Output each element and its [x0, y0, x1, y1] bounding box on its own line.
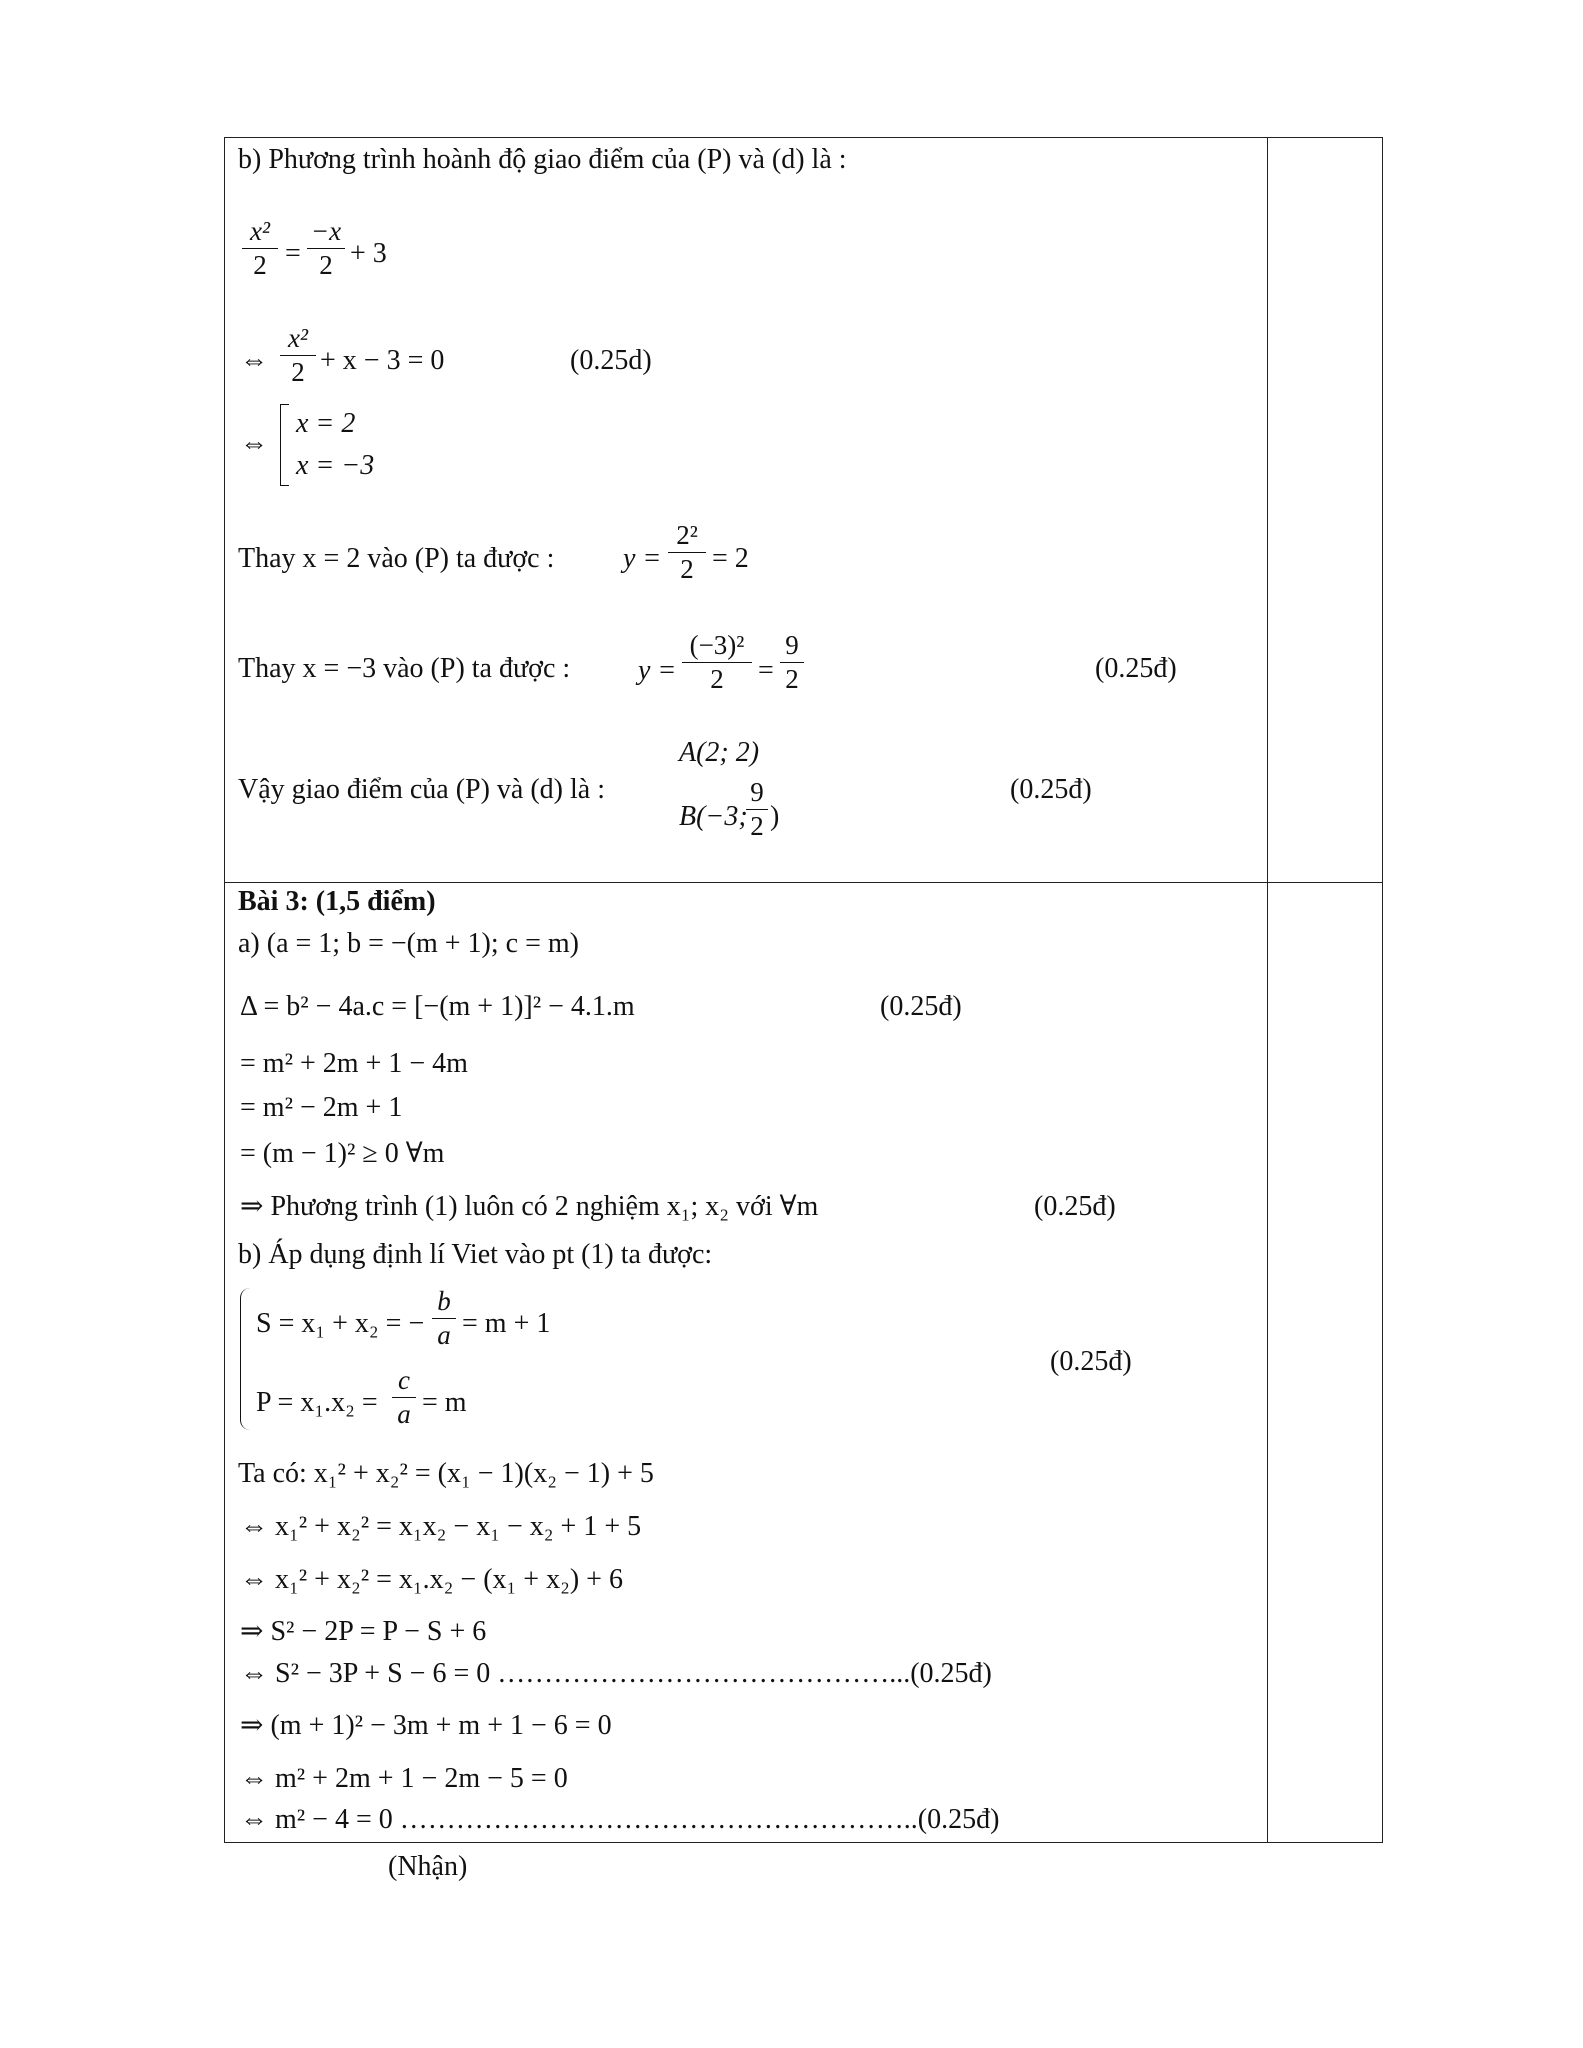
fraction: x² 2 — [280, 325, 316, 386]
iff-symbol: ⇔ — [240, 428, 268, 459]
point-a: A(2; 2) — [679, 737, 760, 768]
part-a-coefficients: a) (a = 1; b = −(m + 1); c = m) — [238, 928, 579, 959]
table-left-border — [224, 137, 225, 1843]
math-line: ⇒ Phương trình (1) luôn có 2 nghiệm x₁; x₂ với ∀m — [240, 1191, 819, 1222]
table-bottom-border — [224, 1842, 1382, 1843]
problem-heading: Bài 3: (1,5 điểm) — [238, 886, 436, 917]
fraction: 2² 2 — [668, 522, 706, 583]
section-heading: b) Phương trình hoành độ giao điểm của (P) và (d) là : — [238, 144, 847, 175]
math-line: = (m − 1)² ≥ 0 ∀m — [240, 1138, 445, 1169]
fraction: 9 2 — [746, 779, 768, 840]
score-label: (0.25đ) — [1034, 1191, 1116, 1222]
y-equals: y = — [623, 543, 662, 574]
table-right-border — [1382, 137, 1383, 1843]
table-top-border — [224, 137, 1382, 138]
score-label: (0.25đ) — [1095, 653, 1177, 684]
score-label: (0.25đ) — [880, 991, 962, 1022]
paren: ) — [770, 801, 780, 832]
part-b-text: b) Áp dụng định lí Viet vào pt (1) ta được: — [238, 1239, 713, 1270]
viet-sum: S = x₁ + x₂ = − — [256, 1308, 425, 1339]
score-label: (0.25đ) — [1050, 1346, 1132, 1377]
delta-formula: Δ = b² − 4a.c = [−(m + 1)]² − 4.1.m — [240, 991, 635, 1022]
math-line: = m² + 2m + 1 − 4m — [240, 1048, 468, 1079]
math-line: Ta có: x₁² + x₂² = (x₁ − 1)(x₂ − 1) + 5 — [238, 1458, 654, 1489]
table-column-divider — [1267, 137, 1268, 1843]
fraction: c a — [392, 1367, 416, 1428]
iff-symbol: ⇔ — [240, 345, 268, 376]
equation-tail: + x − 3 = 0 — [320, 345, 445, 376]
fraction: x² 2 — [242, 218, 278, 279]
viet-product: P = x₁.x₂ = — [256, 1387, 378, 1418]
result: = 2 — [712, 543, 749, 574]
math-line: ⇔ S² − 3P + S − 6 = 0 ……………………………………...(0.25đ) — [240, 1658, 992, 1689]
score-label: (0.25đ) — [1010, 774, 1092, 805]
viet-sum-result: = m + 1 — [462, 1308, 551, 1339]
math-line: ⇒ S² − 2P = P − S + 6 — [240, 1616, 487, 1647]
case-line: x = 2 — [296, 408, 356, 439]
equation-tail: + 3 — [350, 238, 387, 269]
equals-sign: = — [285, 238, 301, 269]
math-line: ⇔ x₁² + x₂² = x₁.x₂ − (x₁ + x₂) + 6 — [240, 1564, 623, 1595]
substitution-text: Thay x = −3 vào (P) ta được : — [238, 653, 571, 684]
score-label: (0.25d) — [570, 345, 652, 376]
substitution-text: Thay x = 2 vào (P) ta được : — [238, 543, 555, 574]
y-equals: y = — [638, 655, 677, 686]
equals-sign: = — [758, 655, 774, 686]
math-line: ⇔ x₁² + x₂² = x₁x₂ − x₁ − x₂ + 1 + 5 — [240, 1511, 642, 1542]
fraction: −x 2 — [307, 218, 345, 279]
math-line: ⇔ m² − 4 = 0 ………………………………………………..(0.25đ) — [240, 1804, 1000, 1835]
fraction: (−3)² 2 — [682, 632, 752, 693]
math-line: ⇔ m² + 2m + 1 − 2m − 5 = 0 — [240, 1763, 568, 1794]
footer-note: (Nhận) — [388, 1851, 468, 1882]
case-bracket — [280, 404, 289, 486]
fraction: b a — [432, 1288, 456, 1349]
math-line: = m² − 2m + 1 — [240, 1092, 403, 1123]
point-b: B(−3; — [679, 801, 748, 832]
viet-product-result: = m — [422, 1387, 467, 1418]
math-line: ⇒ (m + 1)² − 3m + m + 1 − 6 = 0 — [240, 1710, 612, 1741]
table-row-divider — [224, 882, 1382, 883]
conclusion-text: Vậy giao điểm của (P) và (d) là : — [238, 774, 605, 805]
fraction: 9 2 — [780, 632, 804, 693]
system-brace — [240, 1288, 251, 1430]
case-line: x = −3 — [296, 450, 375, 481]
